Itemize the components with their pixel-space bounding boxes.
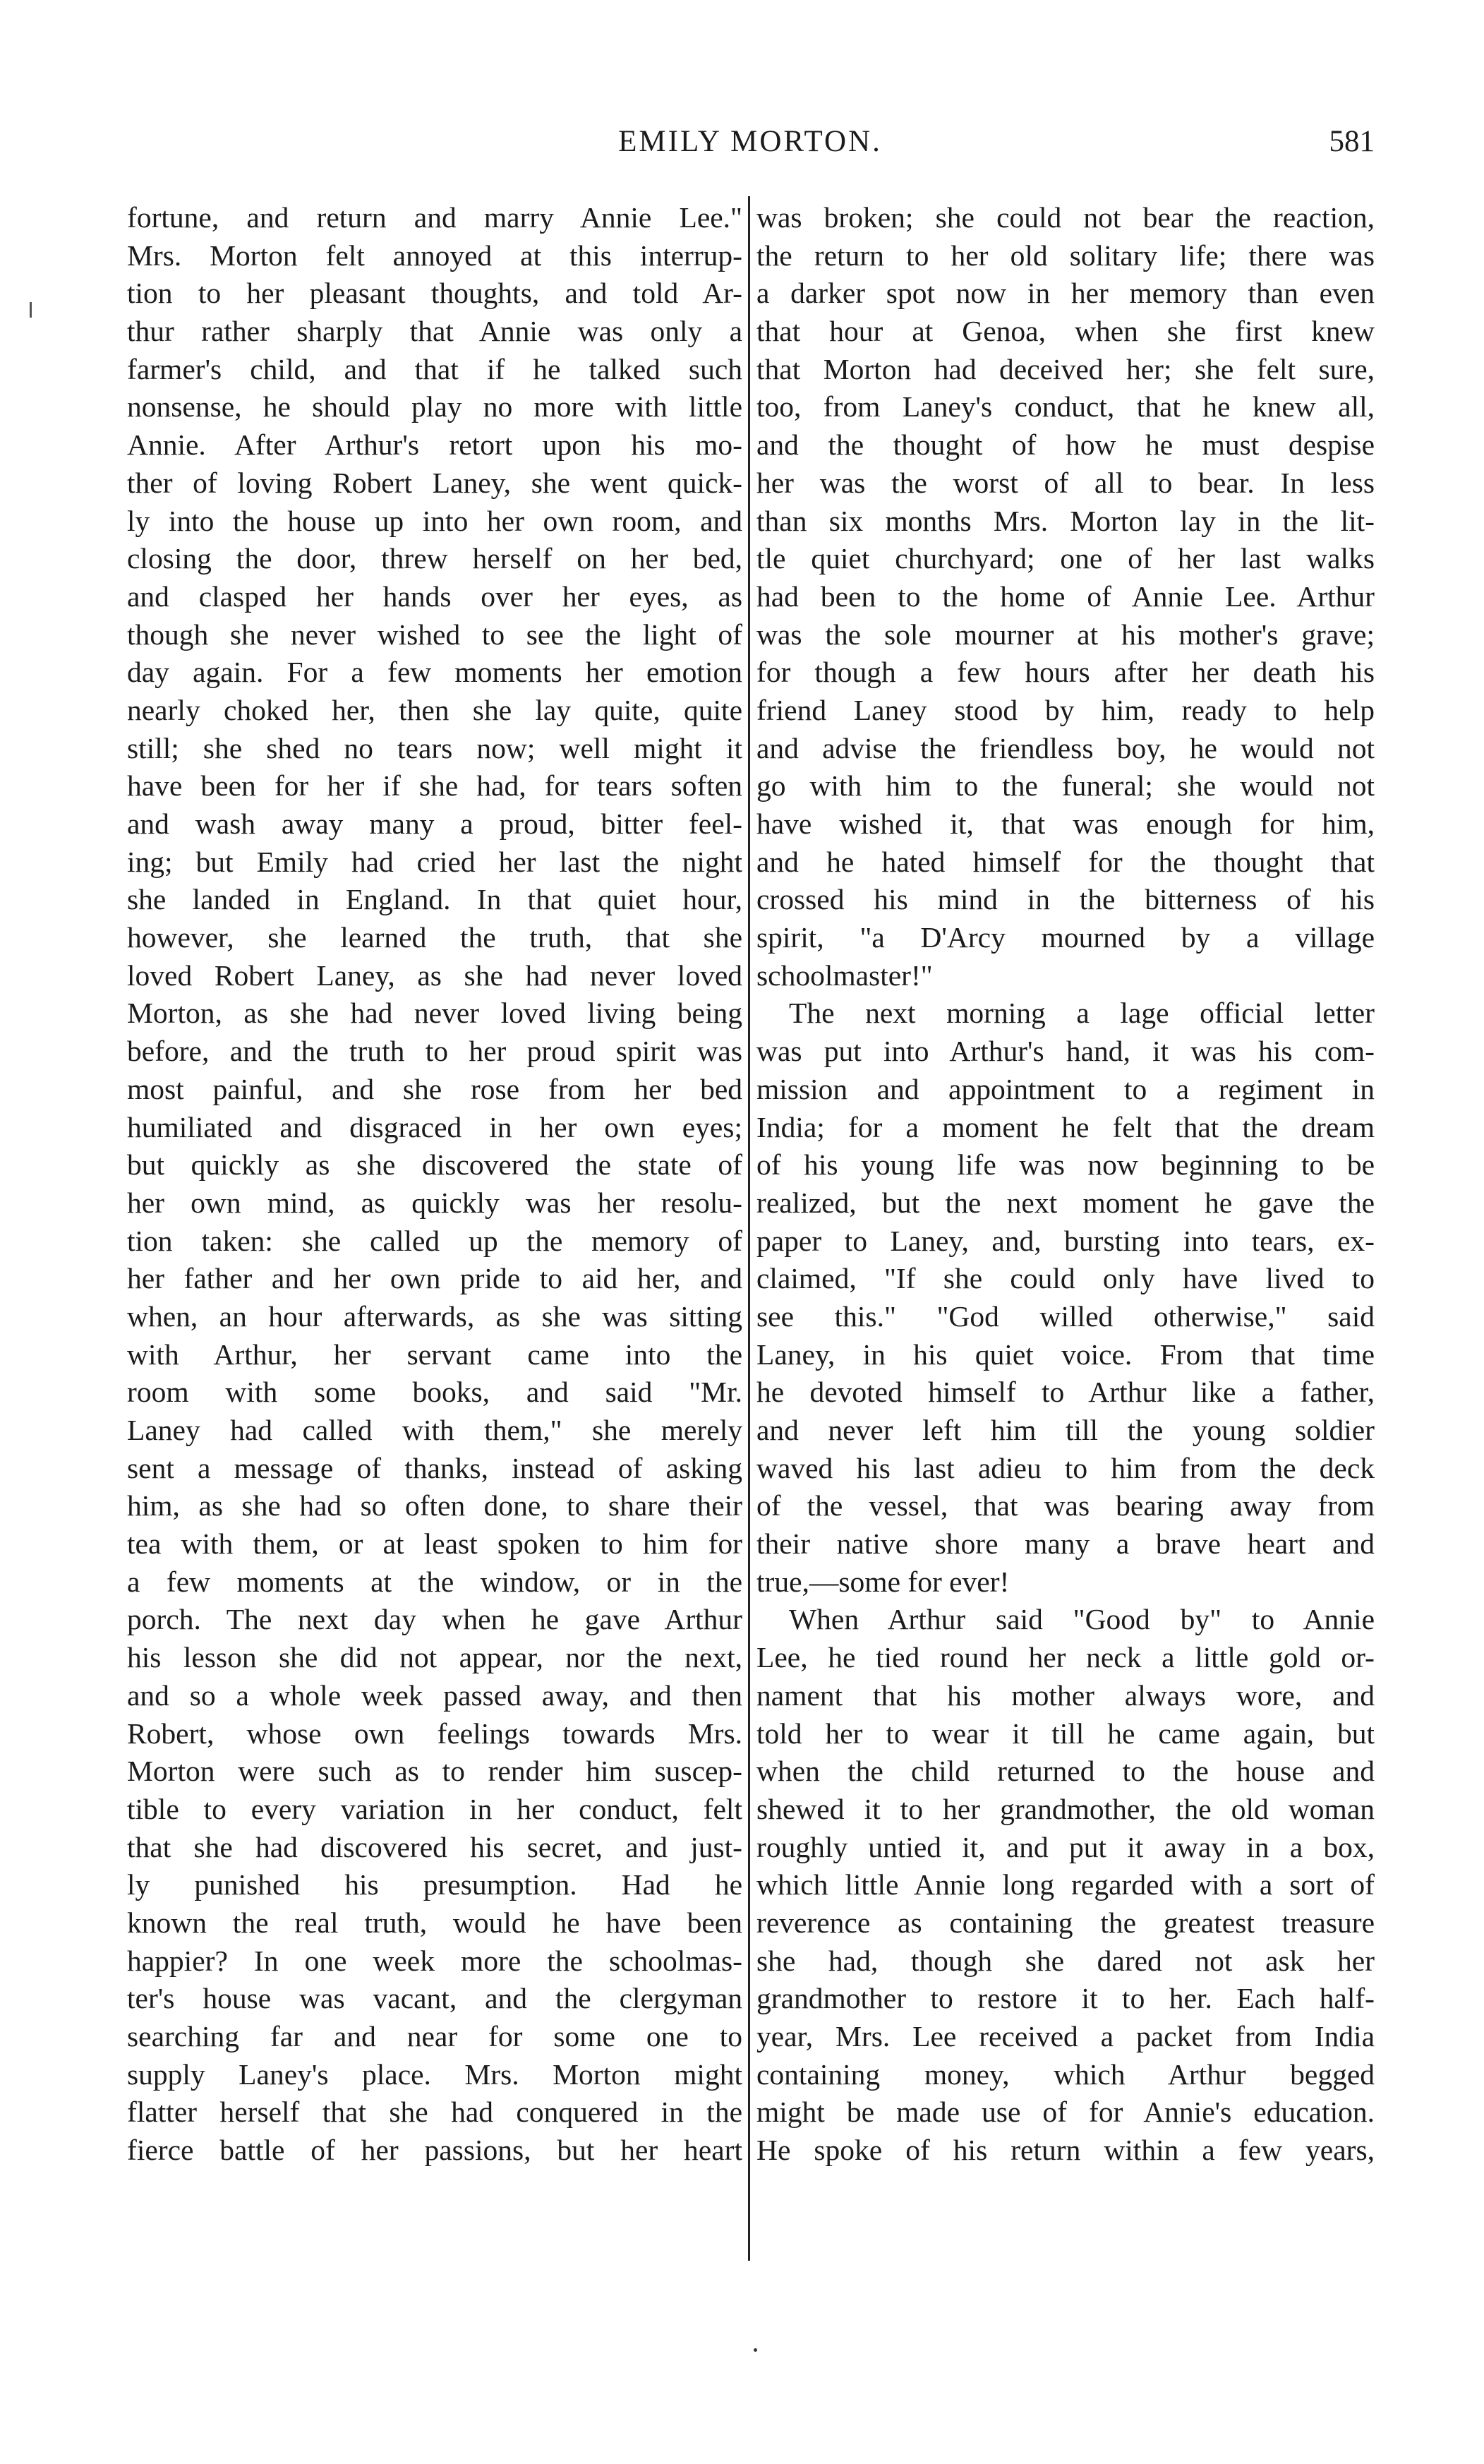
text-line: nonsense, he should play no more with little <box>127 390 742 423</box>
text-line: tion to her pleasant thoughts, and told Ar- <box>127 277 742 310</box>
text-line: have been for her if she had, for tears soften <box>127 769 742 803</box>
text-line: her father and her own pride to aid her, and <box>127 1262 742 1295</box>
running-title: EMILY MORTON. <box>618 125 882 158</box>
margin-mark <box>30 302 32 318</box>
page-speck <box>754 2348 757 2352</box>
text-line: Laney had called with them," she merely <box>127 1414 742 1446</box>
column-divider <box>748 196 750 2261</box>
text-line: closing the door, threw herself on her bed, <box>127 542 742 575</box>
text-line: searching far and near for some one to <box>127 2020 742 2053</box>
text-line: a darker spot now in her memory than even <box>756 277 1375 310</box>
text-line: however, she learned the truth, that she <box>127 921 742 954</box>
text-line: roughly untied it, and put it away in a box, <box>756 1830 1375 1863</box>
text-line: crossed his mind in the bitterness of his <box>756 883 1375 916</box>
text-line: supply Laney's place. Mrs. Morton might <box>127 2057 742 2091</box>
text-line: that hour at Genoa, when she first knew <box>756 315 1375 348</box>
text-line: happier? In one week more the schoolmas- <box>127 1944 742 1977</box>
text-line: shewed it to her grandmother, the old woman <box>756 1792 1375 1825</box>
text-line: ing; but Emily had cried her last the night <box>127 845 742 878</box>
text-line: was the sole mourner at his mother's grave; <box>756 618 1375 651</box>
text-line: and so a whole week passed away, and then <box>127 1678 742 1712</box>
text-line: Morton were such as to render him suscep- <box>127 1755 742 1788</box>
text-line: ly into the house up into her own room, and <box>127 504 742 537</box>
text-line: him, as she had so often done, to share their <box>127 1489 742 1522</box>
text-line: The next morning a lage official letter <box>789 997 1375 1030</box>
text-line: told her to wear it till he came again, but <box>756 1717 1375 1750</box>
text-line: loved Robert Laney, as she had never loved <box>127 958 742 992</box>
text-line: friend Laney stood by him, ready to help <box>756 693 1375 726</box>
text-line: with Arthur, her servant came into the <box>127 1338 742 1371</box>
text-line: before, and the truth to her proud spirit was <box>127 1035 742 1068</box>
text-line: was broken; she could not bear the reaction, <box>756 201 1375 234</box>
text-line: their native shore many a brave heart and <box>756 1527 1375 1561</box>
text-line: porch. The next day when he gave Arthur <box>127 1603 742 1636</box>
text-line: known the real truth, would he have been <box>127 1906 742 1939</box>
page-header <box>126 124 1375 174</box>
text-line: humiliated and disgraced in her own eyes; <box>127 1110 742 1143</box>
text-line: too, from Laney's conduct, that he knew all, <box>756 390 1375 423</box>
text-line: Mrs. Morton felt annoyed at this interrup- <box>127 239 742 272</box>
text-line: see this." "God willed otherwise," said <box>756 1299 1375 1333</box>
text-line: He spoke of his return within a few years, <box>756 2134 1375 2167</box>
text-line: reverence as containing the greatest treasure <box>756 1906 1375 1939</box>
text-line: had been to the home of Annie Lee. Arthur <box>756 579 1375 613</box>
text-line: When Arthur said "Good by" to Annie <box>789 1603 1375 1636</box>
text-line: Laney, in his quiet voice. From that time <box>756 1338 1375 1371</box>
text-line: when the child returned to the house and <box>756 1755 1375 1788</box>
text-line: still; she shed no tears now; well might it <box>127 731 742 764</box>
text-line: for though a few hours after her death his <box>756 656 1375 689</box>
text-line: schoolmaster!" <box>756 958 933 992</box>
text-line: her was the worst of all to bear. In less <box>756 466 1375 499</box>
text-line: India; for a moment he felt that the dream <box>756 1110 1375 1143</box>
text-line: mission and appointment to a regiment in <box>756 1072 1375 1105</box>
text-line: when, an hour afterwards, as she was sitting <box>127 1299 742 1333</box>
text-line: and he hated himself for the thought that <box>756 845 1375 878</box>
text-line: realized, but the next moment he gave the <box>756 1186 1375 1219</box>
left-column <box>127 199 742 2260</box>
text-line: and the thought of how he must despise <box>756 428 1375 462</box>
text-line: ther of loving Robert Laney, she went quick- <box>127 466 742 499</box>
right-column <box>756 199 1375 2260</box>
text-line: containing money, which Arthur begged <box>756 2057 1375 2091</box>
text-line: have wished it, that was enough for him, <box>756 807 1375 840</box>
text-line: true,—some for ever! <box>756 1565 1010 1598</box>
text-line: sent a message of thanks, instead of asking <box>127 1451 742 1484</box>
text-line: year, Mrs. Lee received a packet from India <box>756 2020 1375 2053</box>
text-line: which little Annie long regarded with a sort of <box>756 1868 1375 1901</box>
text-line: the return to her old solitary life; there was <box>756 239 1375 272</box>
text-line: tle quiet churchyard; one of her last walks <box>756 542 1375 575</box>
text-line: and never left him till the young soldier <box>756 1414 1375 1446</box>
text-line: but quickly as she discovered the state of <box>127 1148 742 1182</box>
text-line: fortune, and return and marry Annie Lee." <box>127 201 742 234</box>
text-line: was put into Arthur's hand, it was his com- <box>756 1035 1375 1068</box>
text-line: most painful, and she rose from her bed <box>127 1072 742 1105</box>
text-line: her own mind, as quickly was her resolu- <box>127 1186 742 1219</box>
text-line: ly punished his presumption. Had he <box>127 1868 742 1901</box>
text-line: and advise the friendless boy, he would not <box>756 731 1375 764</box>
text-line: thur rather sharply that Annie was only a <box>127 315 742 348</box>
text-line: tible to every variation in her conduct, felt <box>127 1792 742 1825</box>
text-line: claimed, "If she could only have lived to <box>756 1262 1375 1295</box>
text-line: a few moments at the window, or in the <box>127 1565 742 1598</box>
text-line: his lesson she did not appear, nor the next, <box>127 1641 742 1674</box>
text-line: nament that his mother always wore, and <box>756 1678 1375 1712</box>
text-line: might be made use of for Annie's education. <box>756 2096 1375 2129</box>
text-line: Annie. After Arthur's retort upon his mo- <box>127 428 742 462</box>
text-line: tion taken: she called up the memory of <box>127 1224 742 1257</box>
text-line: of the vessel, that was bearing away from <box>756 1489 1375 1522</box>
text-line: room with some books, and said "Mr. <box>127 1376 742 1409</box>
text-line: Robert, whose own feelings towards Mrs. <box>127 1717 742 1750</box>
text-line: that she had discovered his secret, and just- <box>127 1830 742 1863</box>
text-line: he devoted himself to Arthur like a father, <box>756 1376 1375 1409</box>
text-line: nearly choked her, then she lay quite, quite <box>127 693 742 726</box>
text-line: she had, though she dared not ask her <box>756 1944 1375 1977</box>
text-line: paper to Laney, and, bursting into tears, ex- <box>756 1224 1375 1257</box>
text-line: spirit, "a D'Arcy mourned by a village <box>756 921 1375 954</box>
page-number: 581 <box>1329 125 1375 158</box>
text-line: she landed in England. In that quiet hour, <box>127 883 742 916</box>
text-line: fierce battle of her passions, but her heart <box>127 2134 742 2167</box>
text-line: waved his last adieu to him from the deck <box>756 1451 1375 1484</box>
text-line: Lee, he tied round her neck a little gold or- <box>756 1641 1375 1674</box>
text-line: of his young life was now beginning to be <box>756 1148 1375 1182</box>
text-line: ter's house was vacant, and the clergyman <box>127 1982 742 2015</box>
text-line: and clasped her hands over her eyes, as <box>127 579 742 613</box>
text-line: farmer's child, and that if he talked such <box>127 352 742 385</box>
text-line: than six months Mrs. Morton lay in the lit- <box>756 504 1375 537</box>
text-line: Morton, as she had never loved living being <box>127 997 742 1030</box>
text-line: flatter herself that she had conquered in the <box>127 2096 742 2129</box>
text-line: and wash away many a proud, bitter feel- <box>127 807 742 840</box>
text-line: though she never wished to see the light of <box>127 618 742 651</box>
text-line: go with him to the funeral; she would not <box>756 769 1375 803</box>
text-line: day again. For a few moments her emotion <box>127 656 742 689</box>
text-line: that Morton had deceived her; she felt sure, <box>756 352 1375 385</box>
text-line: grandmother to restore it to her. Each half- <box>756 1982 1375 2015</box>
text-line: tea with them, or at least spoken to him for <box>127 1527 742 1561</box>
